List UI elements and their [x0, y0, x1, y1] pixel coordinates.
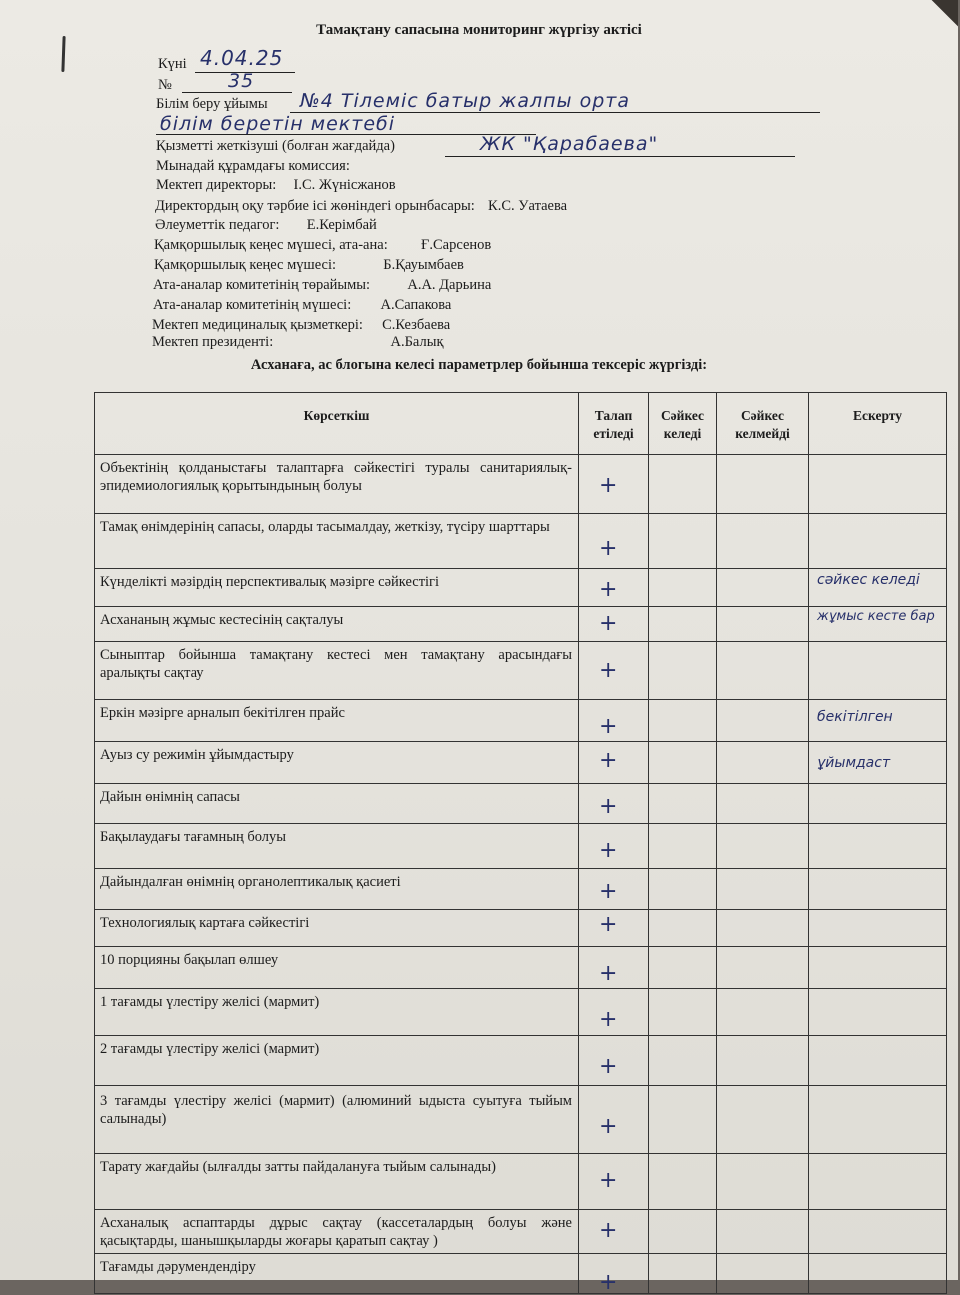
required-cell: [579, 642, 649, 700]
table-row: [95, 1086, 947, 1154]
indicator-cell: Ауыз су режимін ұйымдастыру: [95, 742, 579, 784]
table-row: [95, 742, 947, 784]
table-row: [95, 514, 947, 569]
not-matches-cell: [717, 1086, 809, 1154]
plus-mark: +: [599, 879, 618, 904]
member-role: Қамқоршылық кеңес мүшесі, ата-ана:: [154, 237, 388, 253]
not-matches-cell: [717, 607, 809, 642]
member-role: Мектеп директоры:: [156, 177, 277, 193]
section-heading: Асханаға, ас блогына келесі параметрлер бойынша тексеріс жүргізді:: [250, 357, 708, 373]
not-matches-cell: [717, 642, 809, 700]
matches-cell: [649, 1154, 717, 1210]
indicator-cell: 3 тағамды үлестіру желісі (мармит) (алюминий ыдыста суытуға тыйым салынады): [95, 1086, 579, 1154]
indicator-cell: Тарату жағдайы (ылғалды затты пайдалануға тыйым салынады): [95, 1154, 579, 1210]
not-matches-cell: [717, 1254, 809, 1294]
note-cell: [809, 1036, 947, 1086]
header-note: Ескерту: [809, 393, 947, 455]
document-title: Тамақтану сапасына мониторинг жүргізу актісі: [316, 22, 642, 38]
plus-mark: +: [599, 1218, 618, 1243]
member-name: А.А. Дарьина: [407, 277, 492, 293]
indicator-cell: Еркін мәзірге арналып бекітілген прайс: [95, 700, 579, 742]
plus-mark: +: [599, 658, 618, 683]
not-matches-cell: [717, 1036, 809, 1086]
member-name: А.Сапакова: [380, 297, 452, 313]
not-matches-cell: [717, 869, 809, 910]
required-cell: [579, 1154, 649, 1210]
matches-cell: [649, 1086, 717, 1154]
member-name: Ғ.Сарсенов: [420, 237, 492, 253]
commission-label: Мынадай құрамдағы комиссия:: [156, 158, 350, 174]
required-cell: [579, 455, 649, 514]
indicator-cell: Сыныптар бойынша тамақтану кестесі мен тамақтану арасындағы аралықты сақтау: [95, 642, 579, 700]
date-value: 4.04.25: [200, 46, 284, 70]
indicator-cell: 2 тағамды үлестіру желісі (мармит): [95, 1036, 579, 1086]
note-cell: [809, 514, 947, 569]
header-indicator: Көрсеткіш: [95, 393, 579, 455]
note-cell: [809, 607, 947, 642]
matches-cell: [649, 989, 717, 1036]
header-not-matches: Сәйкес келмейді: [717, 393, 809, 455]
table-row: [95, 1036, 947, 1086]
member-name: Е.Керімбай: [306, 217, 377, 233]
indicator-cell: Дайындалған өнімнің органолептикалық қасиеті: [95, 869, 579, 910]
table-row: [95, 642, 947, 700]
required-cell: [579, 514, 649, 569]
plus-mark: +: [599, 912, 618, 937]
member-name: С.Кезбаева: [382, 317, 451, 333]
commission-member: [154, 257, 464, 274]
required-cell: [579, 784, 649, 824]
indicator-cell: 1 тағамды үлестіру желісі (мармит): [95, 989, 579, 1036]
required-cell: [579, 947, 649, 989]
indicator-cell: Тамақ өнімдерінің сапасы, оларды тасымалдау, жеткізу, түсіру шарттары: [95, 514, 579, 569]
header-required: Талап етіледі: [579, 393, 649, 455]
indicator-cell: 10 порцияны бақылап өлшеу: [95, 947, 579, 989]
supplier-line: [445, 156, 795, 157]
matches-cell: [649, 455, 717, 514]
commission-member: [156, 177, 396, 194]
matches-cell: [649, 1036, 717, 1086]
plus-mark: +: [599, 1007, 618, 1032]
plus-mark: +: [599, 961, 618, 986]
required-cell: [579, 824, 649, 869]
not-matches-cell: [717, 455, 809, 514]
plus-mark: +: [599, 611, 618, 636]
table-row: [95, 910, 947, 947]
not-matches-cell: [717, 947, 809, 989]
plus-mark: +: [599, 1114, 618, 1139]
required-cell: [579, 607, 649, 642]
matches-cell: [649, 569, 717, 607]
required-cell: [579, 1036, 649, 1086]
not-matches-cell: [717, 1154, 809, 1210]
required-cell: [579, 700, 649, 742]
member-role: Ата-аналар комитетінің төрайымы:: [153, 277, 371, 293]
note-cell: [809, 569, 947, 607]
member-role: Қамқоршылық кеңес мүшесі:: [154, 257, 337, 273]
required-cell: [579, 569, 649, 607]
handwritten-note: бекітілген: [817, 709, 893, 725]
table-row: [95, 700, 947, 742]
indicator-cell: Тағамды дәрумендендіру: [95, 1254, 579, 1294]
table-row: [95, 569, 947, 607]
required-cell: [579, 1254, 649, 1294]
plus-mark: +: [599, 1054, 618, 1079]
note-cell: [809, 824, 947, 869]
not-matches-cell: [717, 569, 809, 607]
supplier-label: Қызметті жеткізуші (болған жағдайда): [156, 138, 395, 154]
member-name: А.Балық: [390, 334, 444, 350]
not-matches-cell: [717, 784, 809, 824]
member-role: Әлеуметтік педагог:: [155, 217, 280, 233]
indicator-cell: Дайын өнімнің сапасы: [95, 784, 579, 824]
matches-cell: [649, 947, 717, 989]
note-cell: [809, 700, 947, 742]
plus-mark: +: [599, 536, 618, 561]
matches-cell: [649, 607, 717, 642]
table-row: [95, 947, 947, 989]
member-role: Директордың оқу тәрбие ісі жөніндегі орынбасары:: [155, 198, 475, 214]
commission-member: [152, 317, 450, 334]
required-cell: [579, 742, 649, 784]
table-row: [95, 869, 947, 910]
number-line: [182, 92, 292, 93]
note-cell: [809, 910, 947, 947]
table-row: [95, 824, 947, 869]
table-row: [95, 1154, 947, 1210]
note-cell: [809, 784, 947, 824]
indicator-cell: Күнделікті мәзірдің перспективалық мәзірге сәйкестігі: [95, 569, 579, 607]
note-cell: [809, 1086, 947, 1154]
header-matches: Сәйкес келеді: [649, 393, 717, 455]
commission-member: [153, 277, 491, 294]
note-cell: [809, 1210, 947, 1254]
note-cell: [809, 947, 947, 989]
org-label: Білім беру ұйымы: [156, 96, 268, 112]
org-value-line1: №4 Тілеміс батыр жалпы орта: [300, 90, 630, 112]
member-role: Мектеп медициналық қызметкері:: [152, 317, 363, 333]
not-matches-cell: [717, 742, 809, 784]
indicator-cell: Технологиялық картаға сәйкестігі: [95, 910, 579, 947]
indicator-cell: Объектінің қолданыстағы талаптарға сәйкестігі туралы санитариялық-эпидемиологиялық қорытындының болуы: [95, 455, 579, 514]
required-cell: [579, 989, 649, 1036]
note-cell: [809, 642, 947, 700]
member-role: Ата-аналар комитетінің мүшесі:: [153, 297, 352, 313]
matches-cell: [649, 824, 717, 869]
handwritten-note: жұмыс кесте бар: [817, 609, 935, 624]
table-row: [95, 455, 947, 514]
commission-member: [152, 334, 444, 351]
indicator-cell: Бақылаудағы тағамның болуы: [95, 824, 579, 869]
required-cell: [579, 869, 649, 910]
indicator-cell: Асханалық аспаптарды дұрыс сақтау (кассеталардың болуы және қасықтарды, шанышқыларды жоғары қаратып сақтау ): [95, 1210, 579, 1254]
commission-member: [155, 198, 567, 215]
note-cell: [809, 1154, 947, 1210]
plus-mark: +: [599, 748, 618, 773]
supplier-value: ЖК "Қарабаева": [480, 133, 659, 155]
matches-cell: [649, 1210, 717, 1254]
member-role: Мектеп президенті:: [152, 334, 274, 350]
plus-mark: +: [599, 1168, 618, 1193]
required-cell: [579, 1086, 649, 1154]
plus-mark: +: [599, 1270, 618, 1295]
matches-cell: [649, 869, 717, 910]
member-name: К.С. Уатаева: [488, 198, 568, 214]
table-header-row: [95, 393, 947, 455]
not-matches-cell: [717, 700, 809, 742]
number-value: 35: [228, 70, 255, 92]
pen-mark: [61, 36, 65, 72]
note-cell: [809, 1254, 947, 1294]
member-name: Б.Қауымбаев: [383, 257, 464, 273]
note-cell: [809, 455, 947, 514]
required-cell: [579, 1210, 649, 1254]
matches-cell: [649, 742, 717, 784]
not-matches-cell: [717, 824, 809, 869]
table-row: [95, 1210, 947, 1254]
table-row: [95, 989, 947, 1036]
handwritten-note: ұйымдаст: [817, 755, 891, 771]
plus-mark: +: [599, 577, 618, 602]
matches-cell: [649, 514, 717, 569]
commission-member: [155, 217, 377, 234]
handwritten-note: сәйкес келеді: [817, 572, 920, 588]
table-row: [95, 784, 947, 824]
table-row: [95, 1254, 947, 1294]
indicator-cell: Асхананың жұмыс кестесінің сақталуы: [95, 607, 579, 642]
plus-mark: +: [599, 473, 618, 498]
inspection-table: [94, 392, 947, 1294]
commission-member: [154, 237, 491, 254]
member-name: І.С. Жүнісжанов: [293, 177, 396, 193]
matches-cell: [649, 910, 717, 947]
not-matches-cell: [717, 1210, 809, 1254]
matches-cell: [649, 700, 717, 742]
note-cell: [809, 742, 947, 784]
not-matches-cell: [717, 989, 809, 1036]
matches-cell: [649, 642, 717, 700]
date-label: Күні: [158, 56, 187, 72]
plus-mark: +: [599, 794, 618, 819]
org-value-line2: білім беретін мектебі: [160, 113, 396, 135]
plus-mark: +: [599, 714, 618, 739]
not-matches-cell: [717, 910, 809, 947]
not-matches-cell: [717, 514, 809, 569]
matches-cell: [649, 1254, 717, 1294]
commission-member: [153, 297, 451, 314]
matches-cell: [649, 784, 717, 824]
number-label: №: [158, 77, 172, 93]
note-cell: [809, 869, 947, 910]
plus-mark: +: [599, 838, 618, 863]
table-row: [95, 607, 947, 642]
required-cell: [579, 910, 649, 947]
note-cell: [809, 989, 947, 1036]
